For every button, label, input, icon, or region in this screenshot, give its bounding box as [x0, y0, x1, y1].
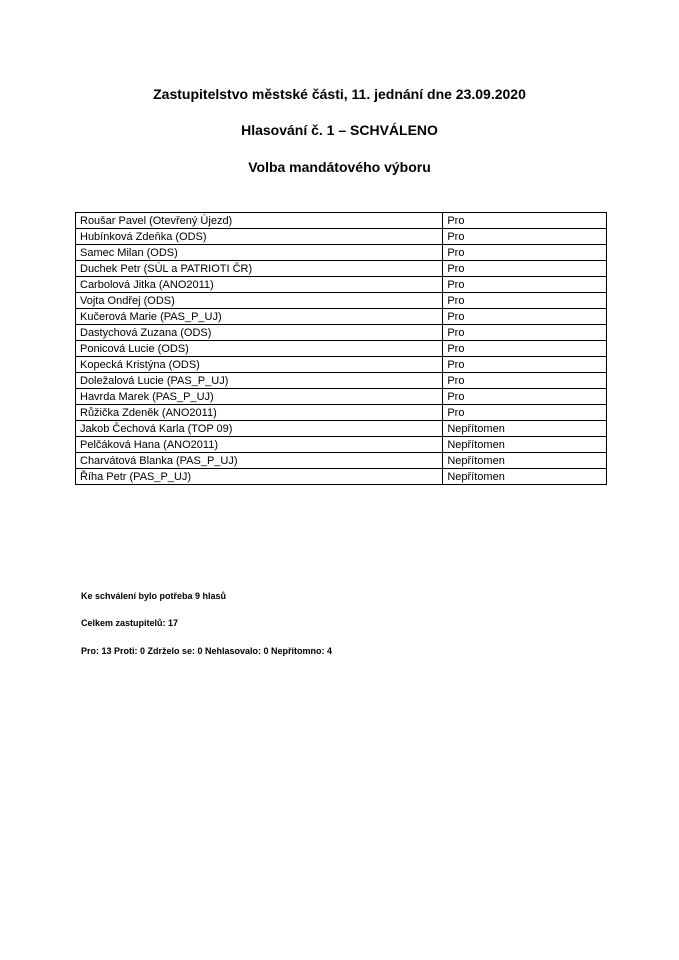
table-row	[76, 437, 607, 453]
member-vote: Pro	[443, 213, 607, 229]
member-vote: Pro	[443, 341, 607, 357]
member-name: Duchek Petr (SÚL a PATRIOTI ČR)	[76, 261, 443, 277]
member-vote: Pro	[443, 309, 607, 325]
table-row	[76, 357, 607, 373]
member-vote: Pro	[443, 261, 607, 277]
table-row	[76, 293, 607, 309]
member-vote: Pro	[443, 293, 607, 309]
member-vote: Pro	[443, 357, 607, 373]
table-row	[76, 277, 607, 293]
member-name: Samec Milan (ODS)	[76, 245, 443, 261]
table-row	[76, 405, 607, 421]
member-name: Pelčáková Hana (ANO2011)	[76, 437, 443, 453]
member-vote: Nepřítomen	[443, 421, 607, 437]
table-row	[76, 421, 607, 437]
member-name: Kopecká Kristýna (ODS)	[76, 357, 443, 373]
table-row	[76, 245, 607, 261]
table-row	[76, 325, 607, 341]
vote-number-result: Hlasování č. 1 – SCHVÁLENO	[241, 122, 438, 138]
table-row	[76, 469, 607, 485]
member-name: Jakob Čechová Karla (TOP 09)	[76, 421, 443, 437]
table-row	[76, 261, 607, 277]
table-row	[76, 341, 607, 357]
member-vote: Pro	[443, 405, 607, 421]
required-votes-note: Ke schválení bylo potřeba 9 hlasů	[81, 591, 227, 601]
member-vote: Pro	[443, 277, 607, 293]
member-name: Carbolová Jitka (ANO2011)	[76, 277, 443, 293]
member-name: Vojta Ondřej (ODS)	[76, 293, 443, 309]
member-name: Růžička Zdeněk (ANO2011)	[76, 405, 443, 421]
member-name: Říha Petr (PAS_P_UJ)	[76, 469, 443, 485]
member-vote: Nepřítomen	[443, 453, 607, 469]
member-name: Ponicová Lucie (ODS)	[76, 341, 443, 357]
table-row	[76, 389, 607, 405]
member-vote: Pro	[443, 373, 607, 389]
table-row	[76, 213, 607, 229]
member-vote: Pro	[443, 389, 607, 405]
member-vote: Pro	[443, 245, 607, 261]
member-vote: Nepřítomen	[443, 469, 607, 485]
total-members-note: Celkem zastupitelů: 17	[81, 618, 179, 628]
votes-table	[75, 212, 607, 485]
member-vote: Pro	[443, 229, 607, 245]
member-vote: Nepřítomen	[443, 437, 607, 453]
table-row	[76, 373, 607, 389]
member-name: Hubínková Zdeňka (ODS)	[76, 229, 443, 245]
table-row	[76, 453, 607, 469]
member-name: Doležalová Lucie (PAS_P_UJ)	[76, 373, 443, 389]
member-name: Roušar Pavel (Otevřený Újezd)	[76, 213, 443, 229]
document-title: Zastupitelstvo městské části, 11. jednání dne 23.09.2020	[153, 86, 526, 102]
table-row	[76, 309, 607, 325]
member-vote: Pro	[443, 325, 607, 341]
member-name: Dastychová Zuzana (ODS)	[76, 325, 443, 341]
vote-subject: Volba mandátového výboru	[248, 159, 431, 175]
member-name: Charvátová Blanka (PAS_P_UJ)	[76, 453, 443, 469]
table-row	[76, 229, 607, 245]
member-name: Kučerová Marie (PAS_P_UJ)	[76, 309, 443, 325]
vote-tally: Pro: 13 Proti: 0 Zdrželo se: 0 Nehlasovalo: 0 Nepřítomno: 4	[81, 646, 333, 656]
member-name: Havrda Marek (PAS_P_UJ)	[76, 389, 443, 405]
